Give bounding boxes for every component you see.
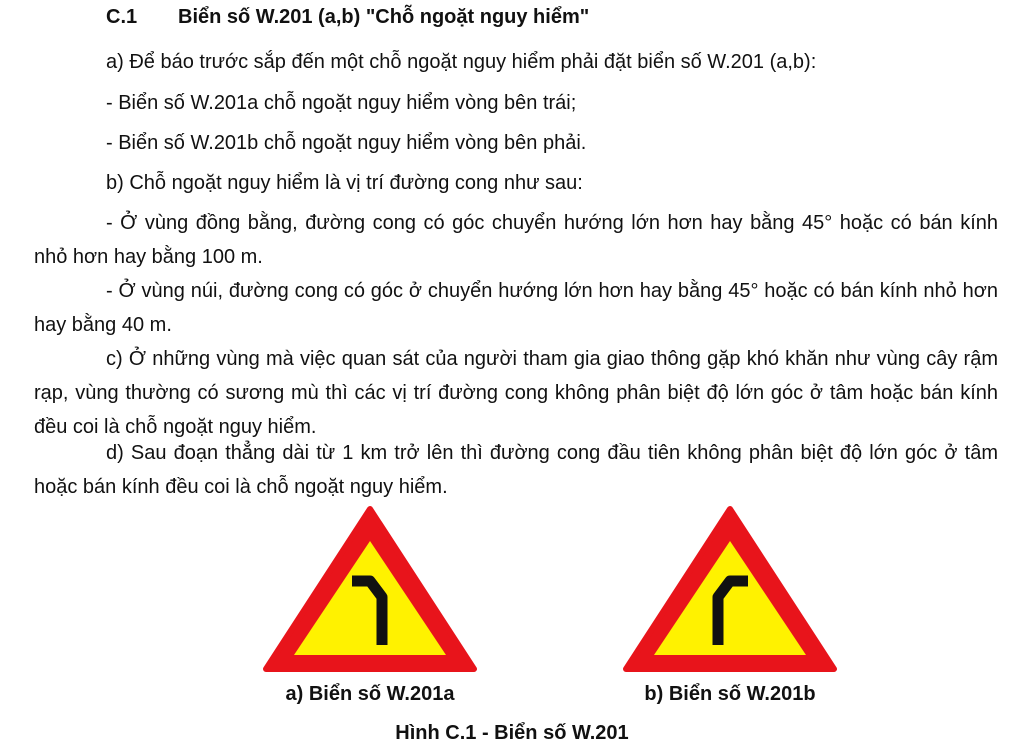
paragraph-a: a) Để báo trước sắp đến một chỗ ngoặt nguy hiểm phải đặt biển số W.201 (a,b):	[106, 51, 817, 73]
sign-w201b-caption: b) Biển số W.201b	[644, 683, 816, 705]
sign-w201a-image	[262, 505, 478, 673]
paragraph-d: d) Sau đoạn thẳng dài từ 1 km trở lên thì đường cong đầu tiên không phân biệt độ lớn góc ở tâm hoặc bán kính đều coi là chỗ ngoặt nguy hiểm.	[34, 442, 998, 498]
section-title: Biển số W.201 (a,b) "Chỗ ngoặt nguy hiểm"	[178, 6, 590, 28]
bullet-w201a: - Biển số W.201a chỗ ngoặt nguy hiểm vòng bên trái;	[106, 92, 577, 114]
paragraph-b: b) Chỗ ngoặt nguy hiểm là vị trí đường cong như sau:	[106, 172, 583, 194]
section-heading	[106, 6, 589, 29]
section-number: C.1	[106, 6, 138, 28]
bullet-plains: - Ở vùng đồng bằng, đường cong có góc chuyển hướng lớn hơn hay bằng 45° hoặc có bán kính nhỏ hơn hay bằng 100 m.	[34, 212, 998, 268]
bullet-mountains: - Ở vùng núi, đường cong có góc ở chuyển hướng lớn hơn hay bằng 45° hoặc có bán kính nhỏ hơn hay bằng 40 m.	[34, 280, 998, 336]
bullet-w201b: - Biển số W.201b chỗ ngoặt nguy hiểm vòng bên phải.	[106, 132, 587, 154]
sign-w201a-caption: a) Biển số W.201a	[285, 683, 455, 705]
figure-caption: Hình C.1 - Biển số W.201	[395, 722, 629, 744]
sign-w201b-image	[622, 505, 838, 673]
paragraph-c: c) Ở những vùng mà việc quan sát của người tham gia giao thông gặp khó khăn như vùng cây rậm rạp, vùng thường có sương mù thì các vị trí đường cong không phân biệt độ lớn góc ở tâm hoặc bán kính đều coi là chỗ ngoặt nguy hiểm.	[34, 348, 998, 438]
